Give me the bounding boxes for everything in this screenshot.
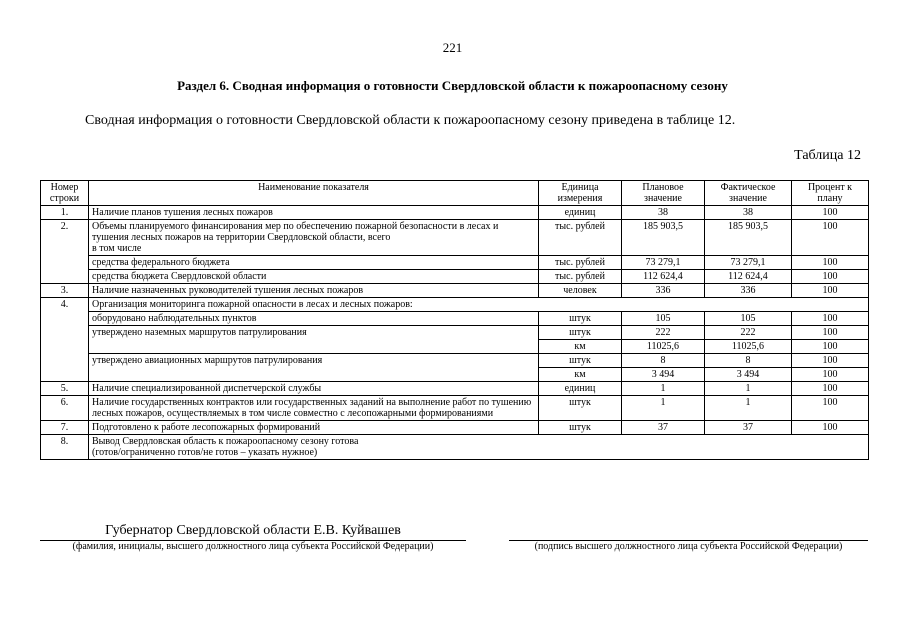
row-plan: 105 xyxy=(622,312,705,326)
row-fact: 112 624,4 xyxy=(705,270,792,284)
signature-block xyxy=(509,523,868,553)
signatory-block xyxy=(40,523,466,553)
row-number: 2. xyxy=(41,220,89,284)
table-row xyxy=(41,298,869,312)
row-plan: 73 279,1 xyxy=(622,256,705,270)
row-plan: 38 xyxy=(622,206,705,220)
row-percent: 100 xyxy=(792,206,869,220)
row-name: Наличие государственных контрактов или государственных заданий на выполнение работ по тушению лесных пожаров, осуществляемых в том числе совместно с лесопожарными формированиями xyxy=(89,396,539,421)
row-unit: единиц xyxy=(539,206,622,220)
row-unit: штук xyxy=(539,354,622,368)
row-percent: 100 xyxy=(792,396,869,421)
header-row-number: Номер строки xyxy=(41,181,89,206)
row-plan: 1 xyxy=(622,382,705,396)
header-indicator-name: Наименование показателя xyxy=(89,181,539,206)
header-unit: Единица измерения xyxy=(539,181,622,206)
row-fact: 105 xyxy=(705,312,792,326)
row-fact: 11025,6 xyxy=(705,340,792,354)
row-fact: 1 xyxy=(705,382,792,396)
row-unit: тыс. рублей xyxy=(539,256,622,270)
row-name: Наличие планов тушения лесных пожаров xyxy=(89,206,539,220)
section-title: Раздел 6. Сводная информация о готовности Свердловской области к пожароопасному сезону xyxy=(177,78,728,93)
table-row xyxy=(41,326,869,340)
row-percent: 100 xyxy=(792,256,869,270)
row-unit: штук xyxy=(539,421,622,435)
row-unit: км xyxy=(539,368,622,382)
table-header-row xyxy=(41,181,869,206)
row-percent: 100 xyxy=(792,284,869,298)
row-fact: 185 903,5 xyxy=(705,220,792,256)
row-percent: 100 xyxy=(792,368,869,382)
row-name: средства бюджета Свердловской области xyxy=(89,270,539,284)
row-number: 5. xyxy=(41,382,89,396)
table-caption: Таблица 12 xyxy=(794,148,861,163)
header-fact: Фактическое значение xyxy=(705,181,792,206)
row-fact: 8 xyxy=(705,354,792,368)
row-fact: 38 xyxy=(705,206,792,220)
row-unit: человек xyxy=(539,284,622,298)
row-percent: 100 xyxy=(792,382,869,396)
row-percent: 100 xyxy=(792,421,869,435)
row-plan: 11025,6 xyxy=(622,340,705,354)
table-row xyxy=(41,312,869,326)
row-unit: штук xyxy=(539,312,622,326)
row-plan: 3 494 xyxy=(622,368,705,382)
row-name xyxy=(89,435,869,460)
row-name-main: Вывод Свердловская область к пожароопасному сезону готова xyxy=(92,436,359,447)
header-plan: Плановое значение xyxy=(622,181,705,206)
intro-text: Сводная информация о готовности Свердловской области к пожароопасному сезону приведена в таблице 12. xyxy=(85,113,736,128)
signature-space xyxy=(509,523,868,539)
row-plan: 37 xyxy=(622,421,705,435)
table-row xyxy=(41,382,869,396)
row-name: Наличие специализированной диспетчерской службы xyxy=(89,382,539,396)
signatory-caption: (фамилия, инициалы, высшего должностного лица субъекта Российской Федерации) xyxy=(72,541,434,552)
row-name-sub: в том числе xyxy=(92,243,142,254)
row-percent: 100 xyxy=(792,312,869,326)
table-row xyxy=(41,396,869,421)
row-number: 3. xyxy=(41,284,89,298)
row-fact: 73 279,1 xyxy=(705,256,792,270)
row-number: 4. xyxy=(41,298,89,382)
row-plan: 112 624,4 xyxy=(622,270,705,284)
signatory-name: Губернатор Свердловской области Е.В. Куйвашев xyxy=(105,523,401,538)
row-unit: тыс. рублей xyxy=(539,270,622,284)
page-number: 221 xyxy=(442,40,463,55)
row-number: 8. xyxy=(41,435,89,460)
row-plan: 185 903,5 xyxy=(622,220,705,256)
table-row xyxy=(41,270,869,284)
row-percent: 100 xyxy=(792,354,869,368)
row-fact: 336 xyxy=(705,284,792,298)
row-plan: 222 xyxy=(622,326,705,340)
row-unit: единиц xyxy=(539,382,622,396)
row-unit: штук xyxy=(539,326,622,340)
signature-caption: (подпись высшего должностного лица субъекта Российской Федерации) xyxy=(534,541,843,552)
row-plan: 1 xyxy=(622,396,705,421)
row-name: средства федерального бюджета xyxy=(89,256,539,270)
row-name: Подготовлено к работе лесопожарных формирований xyxy=(89,421,539,435)
table-row xyxy=(41,421,869,435)
row-fact: 1 xyxy=(705,396,792,421)
row-name: оборудовано наблюдательных пунктов xyxy=(89,312,539,326)
row-unit: км xyxy=(539,340,622,354)
row-percent: 100 xyxy=(792,270,869,284)
row-percent: 100 xyxy=(792,326,869,340)
row-name: утверждено авиационных маршрутов патрулирования xyxy=(89,354,539,382)
row-plan: 336 xyxy=(622,284,705,298)
row-name: Организация мониторинга пожарной опасности в лесах и лесных пожаров: xyxy=(89,298,869,312)
row-percent: 100 xyxy=(792,340,869,354)
row-fact: 222 xyxy=(705,326,792,340)
row-unit: штук xyxy=(539,396,622,421)
row-unit: тыс. рублей xyxy=(539,220,622,256)
row-number: 7. xyxy=(41,421,89,435)
row-name: утверждено наземных маршрутов патрулирования xyxy=(89,326,539,354)
row-percent: 100 xyxy=(792,220,869,256)
row-name-main: Объемы планируемого финансирования мер по обеспечению пожарной безопасности в лесах и тушения лесных пожаров на территории Свердловской области, всего xyxy=(92,221,499,243)
header-percent: Процент к плану xyxy=(792,181,869,206)
table-row xyxy=(41,354,869,368)
row-name xyxy=(89,220,539,256)
row-fact: 37 xyxy=(705,421,792,435)
row-name-sub: (готов/ограниченно готов/не готов – указать нужное) xyxy=(92,447,318,458)
table-row xyxy=(41,256,869,270)
row-plan: 8 xyxy=(622,354,705,368)
row-name: Наличие назначенных руководителей тушения лесных пожаров xyxy=(89,284,539,298)
row-fact: 3 494 xyxy=(705,368,792,382)
summary-table xyxy=(40,180,869,460)
table-row xyxy=(41,435,869,460)
row-number: 6. xyxy=(41,396,89,421)
table-row xyxy=(41,206,869,220)
table-row xyxy=(41,284,869,298)
table-row xyxy=(41,220,869,256)
row-number: 1. xyxy=(41,206,89,220)
